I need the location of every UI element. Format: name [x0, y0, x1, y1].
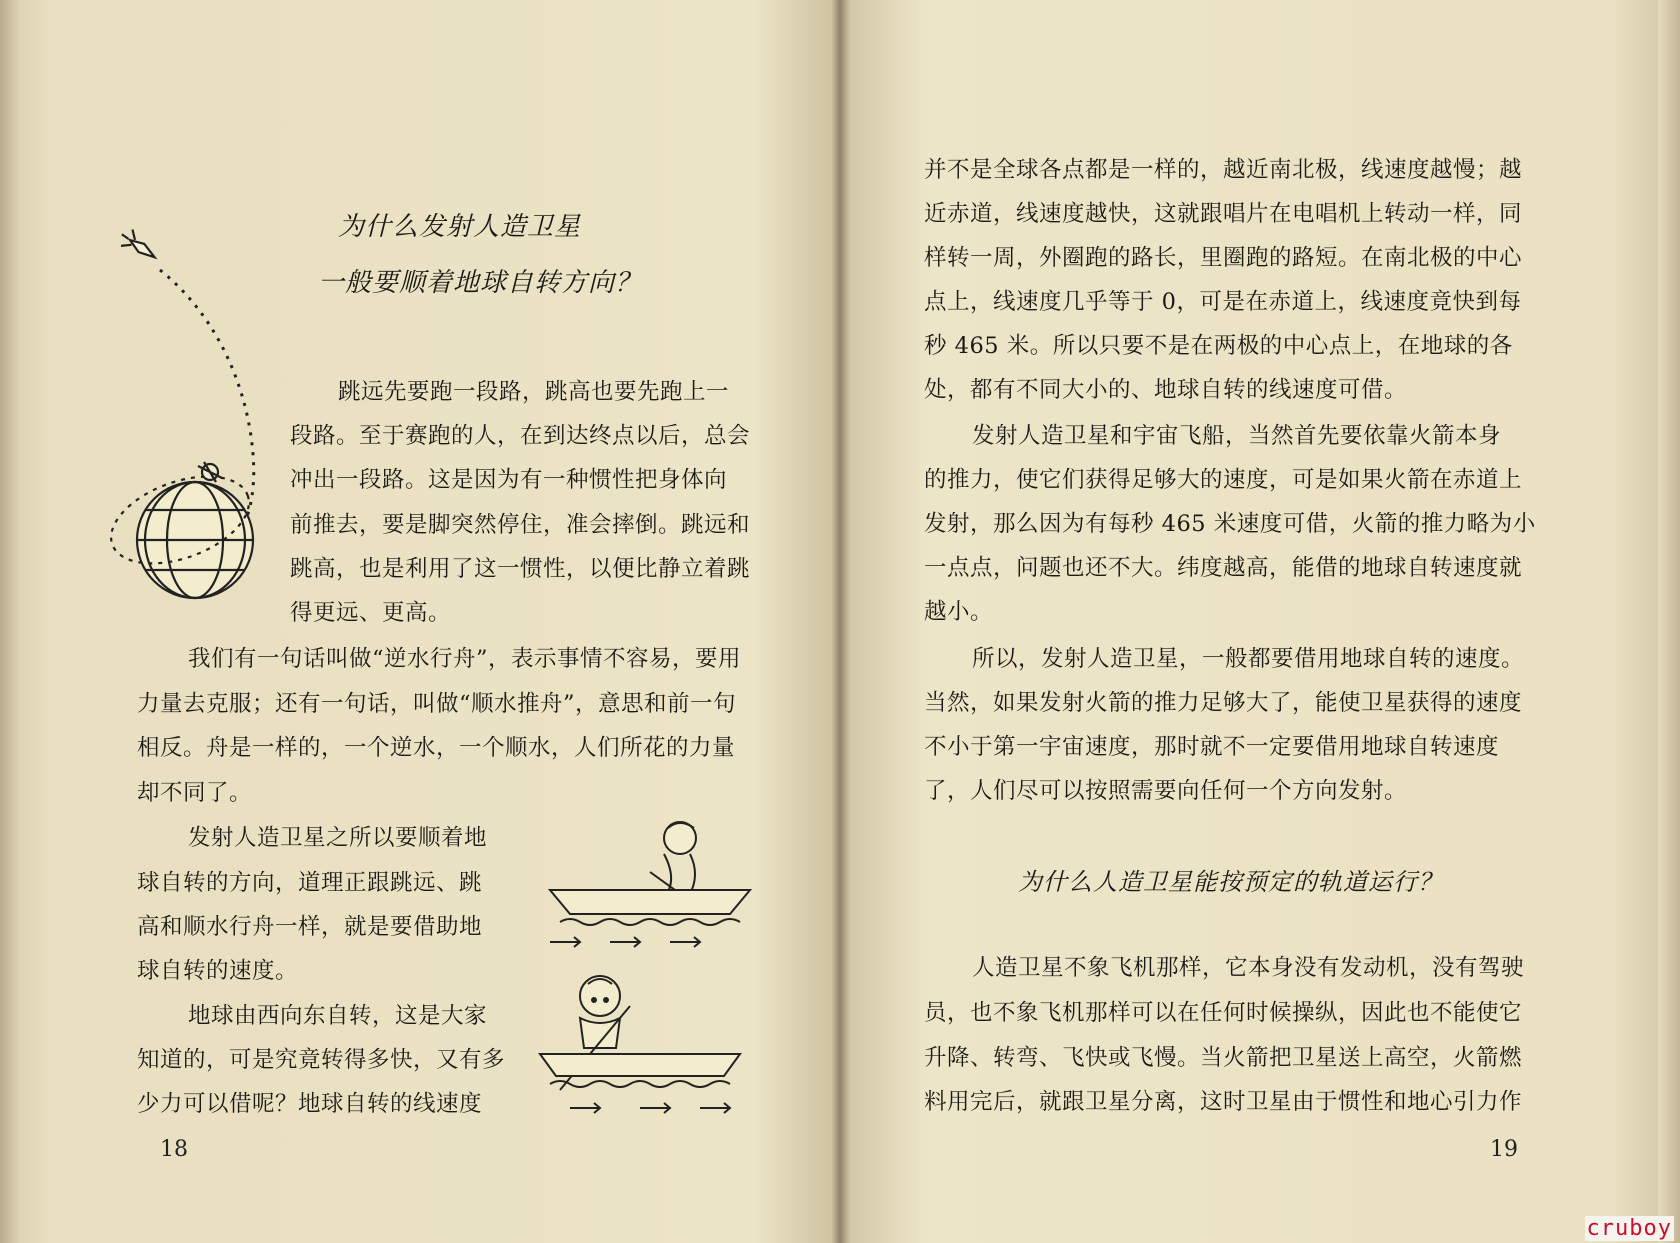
- paragraph-line: 近赤道，线速度越快，这就跟唱片在电唱机上转动一样，同: [924, 201, 1523, 227]
- page-number-left: 18: [160, 1137, 188, 1162]
- paragraph-line: 不小于第一宇宙速度，那时就不一定要借用地球自转速度: [924, 734, 1500, 760]
- paragraph-line: 跳远先要跑一段路，跳高也要先跑上一: [338, 379, 730, 405]
- right-page: [840, 0, 1680, 1243]
- left-page: [0, 0, 835, 1243]
- paragraph-line: 知道的，可是究竟转得多快，又有多: [137, 1047, 506, 1073]
- section-heading-line1: 为什么发射人造卫星: [338, 212, 582, 242]
- paragraph-line: 前推去，要是脚突然停住，准会摔倒。跳远和: [290, 512, 751, 538]
- paragraph-line: 段路。至于赛跑的人，在到达终点以后，总会: [290, 423, 751, 449]
- boat-rower-illustration-lower: [540, 970, 770, 1120]
- paragraph-line: 越小。: [924, 599, 994, 625]
- paragraph-line: 相反。舟是一样的，一个逆水，一个顺水，人们所花的力量: [137, 735, 736, 761]
- paragraph-line: 力量去克服；还有一句话，叫做“顺水推舟”，意思和前一句: [137, 691, 737, 717]
- paragraph-line: 发射人造卫星之所以要顺着地: [188, 825, 488, 851]
- paragraph-line: 员，也不象飞机那样可以在任何时候操纵，因此也不能使它: [924, 1000, 1523, 1026]
- paragraph-line: 却不同了。: [137, 780, 253, 806]
- paragraph-line: 处，都有不同大小的、地球自转的线速度可借。: [924, 377, 1408, 403]
- paragraph-line: 地球由西向东自转，这是大家: [188, 1003, 488, 1029]
- paragraph-line: 发射，那么因为有每秒 465 米速度可借，火箭的推力略为小: [924, 511, 1536, 537]
- page-edge: [1658, 0, 1680, 1243]
- page-edge: [0, 0, 22, 1243]
- paragraph-line: 跳高，也是利用了这一惯性，以便比静立着跳: [290, 556, 751, 582]
- watermark-text: cruboy: [1586, 1216, 1672, 1241]
- paragraph-line: 样转一周，外圈跑的路长，里圈跑的路短。在南北极的中心: [924, 245, 1523, 271]
- boat-rower-illustration-upper: [540, 810, 770, 950]
- paragraph-line: 料用完后，就跟卫星分离，这时卫星由于惯性和地心引力作: [924, 1089, 1523, 1115]
- paragraph-line: 我们有一句话叫做“逆水行舟”，表示事情不容易，要用: [188, 646, 742, 672]
- section-heading-orbit: 为什么人造卫星能按预定的轨道运行？: [1018, 868, 1443, 896]
- paragraph-line: 人造卫星不象飞机那样，它本身没有发动机，没有驾驶: [972, 955, 1525, 981]
- paragraph-line: 得更远、更高。: [290, 600, 452, 626]
- paragraph-line: 一点点，问题也还不大。纬度越高，能借的地球自转速度就: [924, 555, 1523, 581]
- paragraph-line: 球自转的速度。: [137, 958, 299, 984]
- paragraph-line: 并不是全球各点都是一样的，越近南北极，线速度越慢；越: [924, 157, 1523, 183]
- page-number-right: 19: [1490, 1137, 1518, 1162]
- paragraph-line: 高和顺水行舟一样，就是要借助地: [137, 914, 483, 940]
- paragraph-line: 升降、转弯、飞快或飞慢。当火箭把卫星送上高空，火箭燃: [924, 1045, 1523, 1071]
- paragraph-line: 了，人们尽可以按照需要向任何一个方向发射。: [924, 778, 1408, 804]
- section-heading-line2: 一般要顺着地球自转方向？: [318, 268, 643, 298]
- paragraph-line: 当然，如果发射火箭的推力足够大了，能使卫星获得的速度: [924, 690, 1523, 716]
- paragraph-line: 少力可以借呢？地球自转的线速度: [137, 1091, 483, 1117]
- paragraph-line: 所以，发射人造卫星，一般都要借用地球自转的速度。: [972, 646, 1525, 672]
- paragraph-line: 发射人造卫星和宇宙飞船，当然首先要依靠火箭本身: [972, 423, 1502, 449]
- paragraph-line: 秒 465 米。所以只要不是在两极的中心点上，在地球的各: [924, 333, 1513, 359]
- paragraph-line: 点上，线速度几乎等于 0，可是在赤道上，线速度竟快到每: [924, 289, 1522, 315]
- paragraph-line: 冲出一段路。这是因为有一种惯性把身体向: [290, 467, 728, 493]
- paragraph-line: 球自转的方向，道理正跟跳远、跳: [137, 870, 483, 896]
- paragraph-line: 的推力，使它们获得足够大的速度，可是如果火箭在赤道上: [924, 467, 1523, 493]
